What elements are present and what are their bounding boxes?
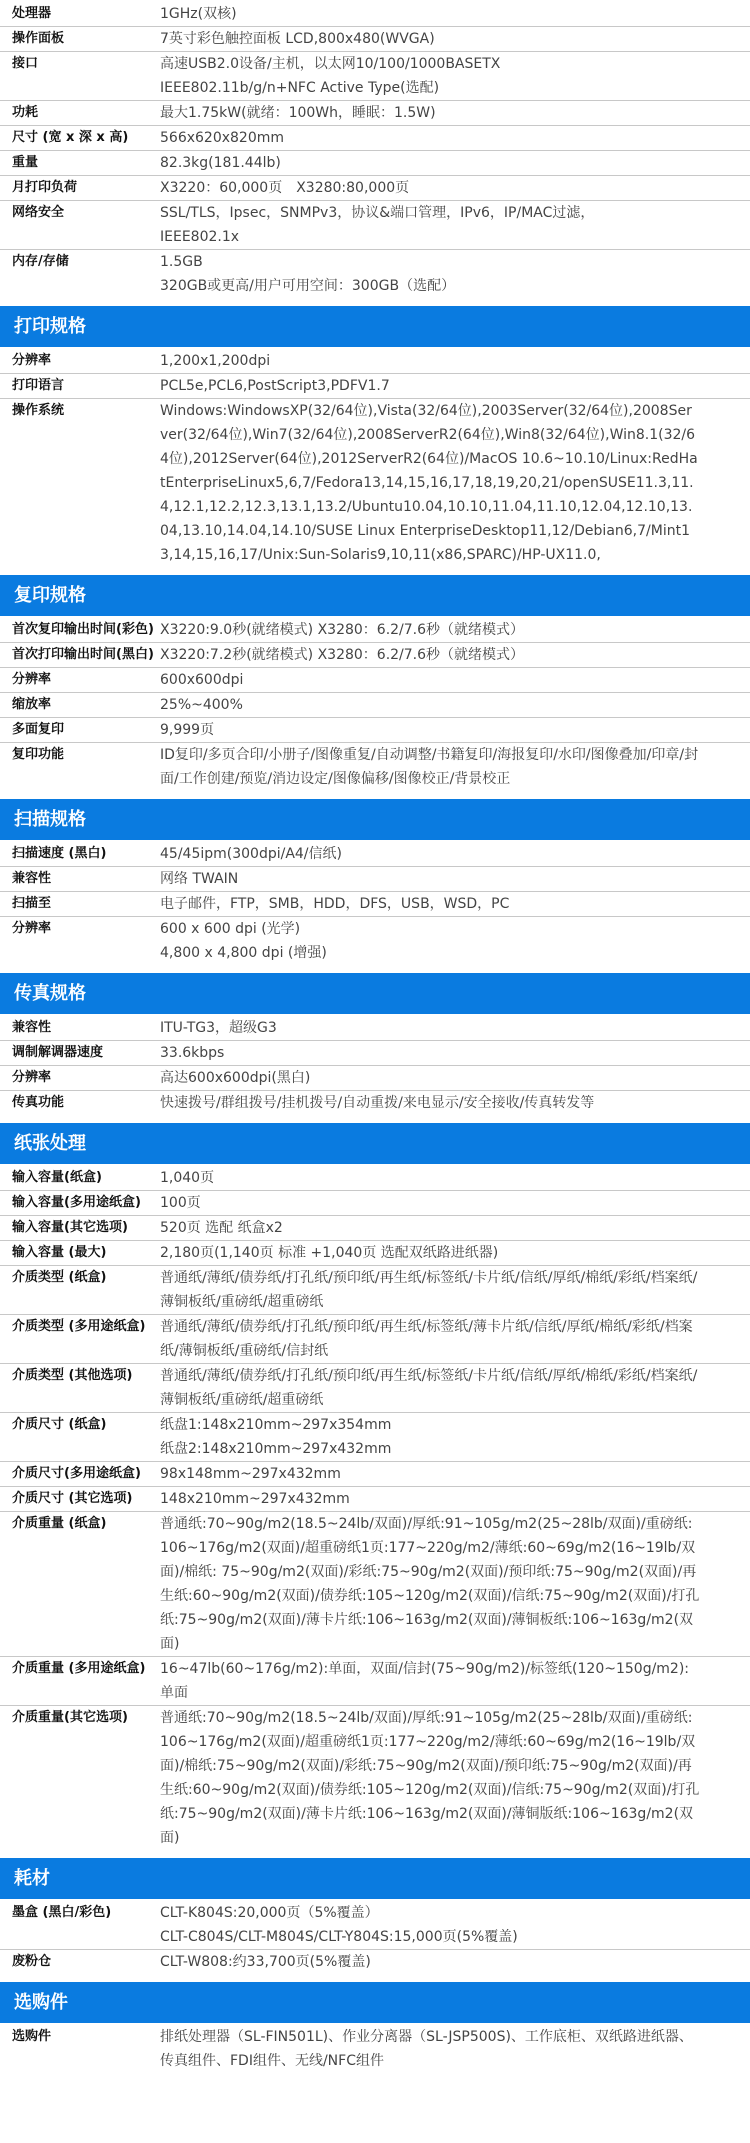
spec-row: [0, 1364, 750, 1413]
spec-value: [160, 2025, 750, 2073]
spec-label: 操作面板: [12, 31, 65, 46]
spec-value: [160, 1364, 750, 1412]
spec-label: 内存/存储: [12, 254, 69, 269]
spec-row: [0, 176, 750, 201]
spec-row: [0, 349, 750, 374]
spec-value-line: X3220：60,000页 X3280:80,000页: [160, 180, 410, 196]
spec-row: [0, 867, 750, 892]
spec-label: 缩放率: [12, 697, 52, 712]
spec-label: 分辨率: [12, 353, 52, 368]
spec-section: [0, 799, 750, 973]
spec-value-line: IEEE802.1x: [160, 229, 240, 245]
spec-table: [0, 616, 750, 799]
spec-section: [0, 1123, 750, 1858]
spec-label: 接口: [12, 56, 39, 71]
spec-value: [160, 151, 750, 175]
spec-value-line: 98x148mm~297x432mm: [160, 1466, 341, 1482]
spec-value: [160, 1901, 750, 1949]
spec-value-line: 普通纸/薄纸/债券纸/打孔纸/预印纸/再生纸/标签纸/卡片纸/信纸/厚纸/棉纸/彩纸/档案纸/薄铜板纸/重磅纸/超重磅纸: [160, 1368, 698, 1408]
spec-value: [160, 1706, 750, 1850]
spec-label: 重量: [12, 155, 39, 170]
section-header: 纸张处理: [0, 1123, 750, 1164]
spec-value: [160, 867, 750, 891]
spec-row: [0, 52, 750, 101]
spec-value-line: 普通纸:70~90g/m2(18.5~24lb/双面)/厚纸:91~105g/m2(25~28lb/双面)/重磅纸:106~176g/m2(双面)/超重磅纸1页:177~220g/m2/薄纸:60~69g/m2(16~19lb/双面)/棉纸: 75~90g/m2(双面)/彩纸:75~90g/m2(双面)/预印纸:75~90g/m2(双面)/再生纸:60~90g/m2(双面)/债券纸:105~120g/m2(双面)/信纸:75~90g/m2(双面)/打孔纸:75~90g/m2(双面)/薄卡片纸:106~163g/m2(双面)/薄铜板纸:106~163g/m2(双面): [160, 1516, 700, 1652]
spec-row: [0, 126, 750, 151]
spec-value-line: 4,800 x 4,800 dpi (增强): [160, 945, 327, 961]
spec-label: 输入容量(纸盒): [12, 1170, 102, 1185]
spec-value: [160, 618, 750, 642]
section-header: 选购件: [0, 1982, 750, 2023]
spec-label: 打印语言: [12, 378, 65, 393]
spec-row: [0, 1487, 750, 1512]
spec-row: [0, 1241, 750, 1266]
spec-value-line: 148x210mm~297x432mm: [160, 1491, 350, 1507]
spec-value: [160, 1166, 750, 1190]
spec-value-line: 纸盘2:148x210mm~297x432mm: [160, 1441, 392, 1457]
spec-row: [0, 693, 750, 718]
spec-value: [160, 1091, 750, 1115]
spec-value-line: IEEE802.11b/g/n+NFC Active Type(选配): [160, 80, 440, 96]
spec-row: [0, 1166, 750, 1191]
spec-value: [160, 176, 750, 200]
spec-value-line: CLT-C804S/CLT-M804S/CLT-Y804S:15,000页(5%覆盖): [160, 1929, 518, 1945]
spec-label: 介质类型 (纸盒): [12, 1270, 107, 1285]
spec-label: 网络安全: [12, 205, 65, 220]
spec-value: [160, 27, 750, 51]
spec-section: [0, 1982, 750, 2081]
spec-label: 介质类型 (多用途纸盒): [12, 1319, 146, 1334]
spec-label: 首次复印输出时间(彩色): [12, 622, 154, 637]
spec-value: [160, 1066, 750, 1090]
spec-row: [0, 1657, 750, 1706]
spec-row: [0, 618, 750, 643]
spec-label: 墨盒 (黑白/彩色): [12, 1905, 112, 1920]
spec-label: 传真功能: [12, 1095, 65, 1110]
spec-value: [160, 917, 750, 965]
spec-row: [0, 27, 750, 52]
spec-section: [0, 0, 750, 306]
spec-label: 介质尺寸(多用途纸盒): [12, 1466, 141, 1481]
spec-table: [0, 1899, 750, 1982]
spec-value-line: 网络 TWAIN: [160, 871, 239, 887]
section-header: 扫描规格: [0, 799, 750, 840]
spec-value-line: 33.6kbps: [160, 1045, 225, 1061]
spec-value-line: 1,200x1,200dpi: [160, 353, 271, 369]
spec-value-line: 600 x 600 dpi (光学): [160, 921, 301, 937]
spec-value: [160, 399, 750, 567]
spec-value: [160, 1315, 750, 1363]
spec-value: [160, 52, 750, 100]
spec-table: [0, 0, 750, 306]
spec-value: [160, 718, 750, 742]
spec-row: [0, 643, 750, 668]
spec-row: [0, 842, 750, 867]
spec-value-line: SSL/TLS，Ipsec，SNMPv3，协议&端口管理，IPv6，IP/MAC过滤，: [160, 205, 595, 221]
spec-section: [0, 1858, 750, 1982]
spec-value-line: ITU-TG3，超级G3: [160, 1020, 277, 1036]
spec-label: 多面复印: [12, 722, 65, 737]
spec-value: [160, 842, 750, 866]
spec-value-line: 9,999页: [160, 722, 215, 738]
spec-table: [0, 1014, 750, 1123]
spec-label: 尺寸 (宽 x 深 x 高): [12, 130, 129, 145]
spec-label: 介质重量 (纸盒): [12, 1516, 107, 1531]
spec-value-line: CLT-K804S:20,000页（5%覆盖）: [160, 1905, 379, 1921]
spec-value-line: 82.3kg(181.44lb): [160, 155, 281, 171]
spec-row: [0, 1413, 750, 1462]
spec-value-line: 320GB或更高/用户可用空间：300GB（选配）: [160, 278, 456, 294]
spec-row: [0, 718, 750, 743]
spec-section: [0, 575, 750, 799]
spec-value: [160, 1462, 750, 1486]
spec-label: 输入容量 (最大): [12, 1245, 107, 1260]
spec-row: [0, 2, 750, 27]
spec-value: [160, 643, 750, 667]
spec-value: [160, 126, 750, 150]
spec-value-line: 普通纸/薄纸/债券纸/打孔纸/预印纸/再生纸/标签纸/薄卡片纸/信纸/厚纸/棉纸/彩纸/档案纸/薄铜板纸/重磅纸/信封纸: [160, 1319, 693, 1359]
spec-value: [160, 1950, 750, 1974]
spec-row: [0, 1462, 750, 1487]
spec-row: [0, 743, 750, 791]
spec-row: [0, 1706, 750, 1850]
spec-label: 月打印负荷: [12, 180, 78, 195]
spec-value: [160, 374, 750, 398]
spec-label: 兼容性: [12, 871, 52, 886]
spec-label: 介质重量 (多用途纸盒): [12, 1661, 146, 1676]
spec-label: 复印功能: [12, 747, 65, 762]
spec-label: 输入容量(多用途纸盒): [12, 1195, 141, 1210]
spec-row: [0, 101, 750, 126]
spec-value: [160, 1191, 750, 1215]
spec-row: [0, 1216, 750, 1241]
section-header: 耗材: [0, 1858, 750, 1899]
spec-value-line: 最大1.75kW(就绪：100Wh，睡眠：1.5W): [160, 105, 436, 121]
spec-value: [160, 1413, 750, 1461]
spec-value-line: PCL5e,PCL6,PostScript3,PDFV1.7: [160, 378, 390, 394]
spec-label: 选购件: [12, 2029, 52, 2044]
spec-value: [160, 1657, 750, 1705]
spec-label: 首次打印输出时间(黑白): [12, 647, 154, 662]
spec-row: [0, 250, 750, 298]
spec-value-line: 快速拨号/群组拨号/挂机拨号/自动重拨/来电显示/安全接收/传真转发等: [160, 1095, 595, 1111]
spec-value: [160, 1216, 750, 1240]
spec-row: [0, 1266, 750, 1315]
spec-section: [0, 973, 750, 1123]
section-header: 打印规格: [0, 306, 750, 347]
spec-table: [0, 840, 750, 973]
spec-value-line: 电子邮件，FTP，SMB，HDD，DFS，USB，WSD，PC: [160, 896, 510, 912]
spec-value-line: 1.5GB: [160, 254, 203, 270]
spec-table: [0, 2023, 750, 2081]
spec-label: 操作系统: [12, 403, 65, 418]
spec-value-line: 100页: [160, 1195, 201, 1211]
spec-label: 输入容量(其它选项): [12, 1220, 128, 1235]
spec-value-line: 纸盘1:148x210mm~297x354mm: [160, 1417, 392, 1433]
spec-value-line: 600x600dpi: [160, 672, 244, 688]
spec-label: 分辨率: [12, 1070, 52, 1085]
spec-row: [0, 2025, 750, 2073]
spec-row: [0, 151, 750, 176]
spec-label: 介质尺寸 (纸盒): [12, 1417, 107, 1432]
spec-value-line: 高达600x600dpi(黑白): [160, 1070, 311, 1086]
spec-value: [160, 250, 750, 298]
spec-value: [160, 1487, 750, 1511]
spec-value-line: X3220:9.0秒(就绪模式) X3280：6.2/7.6秒（就绪模式）: [160, 622, 525, 638]
spec-row: [0, 399, 750, 567]
spec-value-line: 2,180页(1,140页 标准 +1,040页 选配双纸路进纸器): [160, 1245, 499, 1261]
spec-value-line: 520页 选配 纸盒x2: [160, 1220, 283, 1236]
spec-section: [0, 306, 750, 575]
spec-label: 扫描速度 (黑白): [12, 846, 107, 861]
spec-row: [0, 374, 750, 399]
spec-value: [160, 1241, 750, 1265]
spec-label: 介质重量(其它选项): [12, 1710, 128, 1725]
spec-value: [160, 201, 750, 249]
spec-row: [0, 668, 750, 693]
spec-value-line: 25%~400%: [160, 697, 243, 713]
spec-row: [0, 1041, 750, 1066]
spec-value-line: 普通纸/薄纸/债券纸/打孔纸/预印纸/再生纸/标签纸/卡片纸/信纸/厚纸/棉纸/彩纸/档案纸/薄铜板纸/重磅纸/超重磅纸: [160, 1270, 698, 1310]
spec-value: [160, 349, 750, 373]
spec-row: [0, 201, 750, 250]
spec-label: 废粉仓: [12, 1954, 52, 1969]
spec-row: [0, 1191, 750, 1216]
spec-row: [0, 1016, 750, 1041]
spec-row: [0, 1091, 750, 1115]
spec-value-line: Windows:WindowsXP(32/64位),Vista(32/64位),2003Server(32/64位),2008Server(32/64位),Win7(32/64位),2008ServerR2(64位),Win8(32/64位),Win8.1(32/64位),2012Server(64位),2012ServerR2(64位)/MacOS 10.6~10.10/Linux:RedHatEnterpriseLinux5,6,7/Fedora13,14,15,16,17,18,19,20,21/openSUSE11.3,11.4,12.1,12.2,12.3,13.1,13.2/Ubuntu10.04,10.10,11.04,11.10,12.04,12.10,13.04,13.10,14.04,14.10/SUSE Linux EnterpriseDesktop11,12/Debian6,7/Mint13,14,15,16,17/Unix:Sun-Solaris9,10,11(x86,SPARC)/HP-UX11.0,: [160, 403, 698, 563]
spec-row: [0, 1901, 750, 1950]
spec-label: 扫描至: [12, 896, 52, 911]
spec-value: [160, 668, 750, 692]
spec-row: [0, 1512, 750, 1657]
spec-label: 分辨率: [12, 921, 52, 936]
spec-row: [0, 1066, 750, 1091]
spec-table: [0, 347, 750, 575]
spec-value-line: ID复印/多页合印/小册子/图像重复/自动调整/书籍复印/海报复印/水印/图像叠加/印章/封面/工作创建/预览/消边设定/图像偏移/图像校正/背景校正: [160, 747, 699, 787]
spec-value-line: 1GHz(双核): [160, 6, 237, 22]
spec-label: 处理器: [12, 6, 52, 21]
spec-label: 介质类型 (其他选项): [12, 1368, 133, 1383]
section-header: 复印规格: [0, 575, 750, 616]
spec-label: 介质尺寸 (其它选项): [12, 1491, 133, 1506]
spec-value: [160, 2, 750, 26]
spec-value: [160, 693, 750, 717]
spec-value-line: 高速USB2.0设备/主机，以太网10/100/1000BASETX: [160, 56, 501, 72]
spec-value: [160, 892, 750, 916]
spec-value-line: 45/45ipm(300dpi/A4/信纸): [160, 846, 342, 862]
spec-value: [160, 101, 750, 125]
spec-label: 兼容性: [12, 1020, 52, 1035]
spec-row: [0, 1950, 750, 1974]
spec-value-line: 7英寸彩色触控面板 LCD,800x480(WVGA): [160, 31, 435, 47]
spec-value: [160, 1041, 750, 1065]
spec-value-line: 1,040页: [160, 1170, 215, 1186]
spec-value: [160, 1266, 750, 1314]
section-header: 传真规格: [0, 973, 750, 1014]
spec-value: [160, 1016, 750, 1040]
spec-value: [160, 1512, 750, 1656]
spec-value-line: 566x620x820mm: [160, 130, 285, 146]
spec-label: 功耗: [12, 105, 39, 120]
spec-row: [0, 917, 750, 965]
spec-row: [0, 1315, 750, 1364]
spec-label: 调制解调器速度: [12, 1045, 104, 1060]
spec-value-line: 16~47lb(60~176g/m2):单面，双面/信封(75~90g/m2)/标签纸(120~150g/m2):单面: [160, 1661, 690, 1701]
spec-table: [0, 1164, 750, 1858]
spec-value-line: X3220:7.2秒(就绪模式) X3280：6.2/7.6秒（就绪模式）: [160, 647, 525, 663]
spec-value-line: 普通纸:70~90g/m2(18.5~24lb/双面)/厚纸:91~105g/m2(25~28lb/双面)/重磅纸:106~176g/m2(双面)/超重磅纸1页:177~220g/m2/薄纸:60~69g/m2(16~19lb/双面)/棉纸:75~90g/m2(双面)/彩纸:75~90g/m2(双面)/预印纸:75~90g/m2(双面)/再生纸:60~90g/m2(双面)/债券纸:105~120g/m2(双面)/信纸:75~90g/m2(双面)/打孔纸:75~90g/m2(双面)/薄卡片纸:106~163g/m2(双面)/薄铜版纸:106~163g/m2(双面): [160, 1710, 700, 1846]
spec-value-line: 排纸处理器（SL-FIN501L)、作业分离器（SL-JSP500S)、工作底柜、双纸路进纸器、传真组件、FDI组件、无线/NFC组件: [160, 2029, 693, 2069]
spec-value-line: CLT-W808:约33,700页(5%覆盖): [160, 1954, 371, 1970]
spec-label: 分辨率: [12, 672, 52, 687]
spec-value: [160, 743, 750, 791]
spec-row: [0, 892, 750, 917]
